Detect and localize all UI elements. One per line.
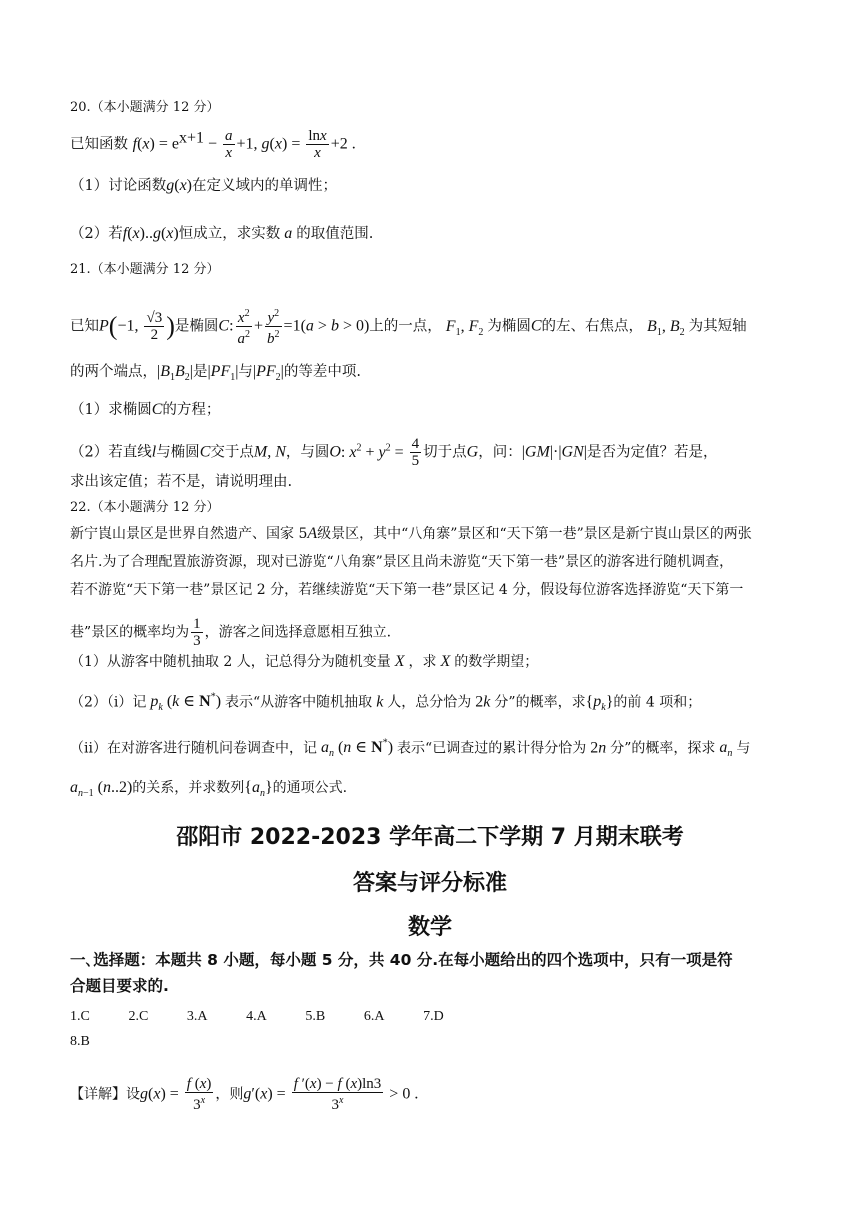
detail-label: 【详解】设 [70,1086,140,1103]
q22-part2ii-prefix: （ii）在对游客进行随机问卷调查中，记 [70,740,317,757]
q22-part2i-mid2: 人，总分恰为 [387,694,472,711]
q22-p1-text: 新宁崀山景区是世界自然遗产、国家 5 [70,526,308,542]
q21-stem: 已知P(−1, $\frac{√3}{2}$ )是椭圆C: $\frac{x^2}{a^2}$ + $\frac{y^2}{b^2}$ =1(a > b > 0)上的一点， $F_1$, $F_2$ 为椭圆C的左、右焦点， $B_1$, $B_2$ 为其短轴 [70,308,747,347]
q21-line2-mid2: 与 [238,364,253,380]
answer-subject: 数学 [407,915,452,940]
answer-3: 3.A [186,1009,208,1024]
q20-stem-text: 已知函数 [70,136,128,153]
q21-part2-end: 是否为定值？若是， [586,444,718,461]
answer-2: 2.C [128,1009,149,1024]
q22-p4-suffix: ，游客之间选择意愿相互独立. [204,624,392,641]
q20-part2-text: （2）若 [70,226,123,242]
q21-line2-end: 的等差中项. [283,364,361,380]
q21-part2-line2: 求出该定值；若不是，请说明理由. [70,474,293,490]
q22-part2ii-mid: 表示“已调查过的累计得分恰为 [397,740,587,757]
q22-part2i-mid: 表示“从游客中随机抽取 [225,694,373,711]
q22-part2i-mid3: 分”的概率，求 [494,694,586,711]
section1-line1: 一､选择题：本题共 8 小题，每小题 5 分，共 40 分.在每小题给出的四个选项中，只有一项是符 [70,951,733,969]
q22-part1-end: 的数学期望； [454,654,539,670]
answer-4: 4.A [246,1009,267,1024]
q20-part2-suffix: 恒成立，求实数 [178,226,281,242]
q22-part2ii-line2-mid: 的关系，并求数列 [132,780,245,796]
q21-part1: （1）求椭圆C的方程； [70,401,221,418]
q22-part2i: （2）（i）记 $p_k$ (k ∈ N*) 表示“从游客中随机抽取 k 人，总分恰为 2k 分”的概率，求$\{p_k\}$的前 4 项和； [70,692,702,714]
q22-p2: 名片.为了合理配置旅游资源，现对已游览“八角寨”景区且尚未游览“天下第一巷”景区的游客进行随机调查， [70,554,734,570]
section1-line2: 合题目要求的. [70,977,169,995]
q20-part1: （1）讨论函数g(x)在定义域内的单调性； [70,177,337,194]
detail-line: 【详解】设g(x) = $\frac{f (x)}{3^x}$ ，则g′(x) = $\frac{f '(x) - f (x)\ln 3}{3^x}$ > 0 . [70,1076,419,1113]
q21-line2-mid1: 是 [192,364,208,380]
q21-part2-mid1: 与椭圆 [156,444,200,461]
q22-part1: （1）从游客中随机抽取 2 人，记总得分为随机变量 X ，求 X 的数学期望； [70,653,539,670]
detail-mid: ，则 [215,1086,244,1103]
answer-title: 邵阳市 2022-2023 学年高二下学期 7 月期末联考 [176,825,684,850]
q22-p4: 巷”景区的概率均为 $\frac{1}{3}$ ，游客之间选择意愿相互独立. [70,616,392,649]
q22-p1b-text: 级景区，其中“八角寨”景区和“天下第一巷”景区是新宁崀山景区的两张 [317,526,752,542]
answer-6: 6.A [363,1009,385,1024]
answer-row [70,1006,790,1027]
q22-part2ii: （ii）在对游客进行随机问卷调查中，记 $a_n$ (n ∈ N*) 表示“已调查过的累计得分恰为 2n 分”的概率，探求 $a_n$ 与 [70,738,751,760]
answer-1: 1.C [70,1009,90,1024]
answer-8: 8.B [70,1034,90,1049]
q22-p3: 若不游览“天下第一巷”景区记 2 分，若继续游览“天下第一巷”景区记 4 分，假设每位游客选择游览“天下第一 [70,582,744,598]
q20-part1-text: （1）讨论函数 [70,178,167,194]
q22-part1-text: （1）从游客中随机抽取 2 人，记总得分为随机变量 [70,654,391,670]
q22-p1: 新宁崀山景区是世界自然遗产、国家 5A级景区，其中“八角寨”景区和“天下第一巷”景区是新宁崀山景区的两张 [70,525,752,542]
answer-subtitle: 答案与评分标准 [352,871,507,896]
q20-part2: （2）若f(x)..g(x)恒成立，求实数 a 的取值范围. [70,225,374,242]
q21-part2-mid3: ，与圆 [285,444,330,461]
q22-part2i-prefix: （2）（i）记 [70,694,147,711]
q21-header: 21.（本小题满分 12 分） [70,262,220,277]
q22-part2ii-line2-end: 的通项公式. [272,780,348,796]
q20-part1-suffix: 在定义域内的单调性； [192,178,337,194]
q22-part2ii-line2: $a_{n-1}$ (n..2)的关系，并求数列$\{a_n\}$的通项公式. [70,779,348,800]
answer-7: 7.D [423,1009,444,1024]
q21-part2-mid4: 切于点 [423,444,467,461]
q21-part1-end: 的方程； [162,402,221,418]
answer-5: 5.B [305,1009,326,1024]
q20-header: 20.（本小题满分 12 分） [70,100,220,115]
q22-p4-prefix: 巷”景区的概率均为 [70,624,190,641]
q22-part2i-end: 的前 4 项和； [613,694,702,711]
q22-part2ii-end: 与 [736,740,751,757]
q22-header: 22.（本小题满分 12 分） [70,500,220,515]
q22-part1-mid: ，求 [408,654,437,670]
q22-part2ii-mid2: 分”的概率，探求 [610,740,716,757]
q21-stem-prefix: 已知 [70,318,99,335]
q20-stem: 已知函数 $f(x) = e^{x+1}$ − $\frac{a}{x}$ +1, g(x) = $\frac{\ln x}{x}$ +2 . [70,128,356,161]
q20-part2-end: 的取值范围. [296,226,374,242]
q21-line2: 的两个端点，$|B_1B_2|$是$|PF_1|$与$|PF_2|$的等差中项. [70,363,361,384]
q21-line2-prefix: 的两个端点， [70,364,157,380]
q21-part1-text: （1）求椭圆 [70,402,152,418]
q21-part2: （2）若直线l与椭圆C交于点M, N，与圆O: $x^2 + y^2$ = $\frac{4}{5}$ 切于点G，问：|GM|·|GN|是否为定值？若是， [70,436,718,469]
q21-stem-mid4: 的左、右焦点， [541,318,644,335]
q21-part2-mid2: 交于点 [210,444,254,461]
q21-part2-prefix: （2）若直线 [70,444,152,461]
q21-stem-mid1: 是椭圆 [174,318,219,335]
q21-stem-mid5: 为其短轴 [688,318,747,335]
q21-part2-mid5: ，问： [478,444,522,461]
q21-stem-mid3: 为椭圆 [487,318,531,335]
q21-stem-mid2: 上的一点， [369,318,442,335]
